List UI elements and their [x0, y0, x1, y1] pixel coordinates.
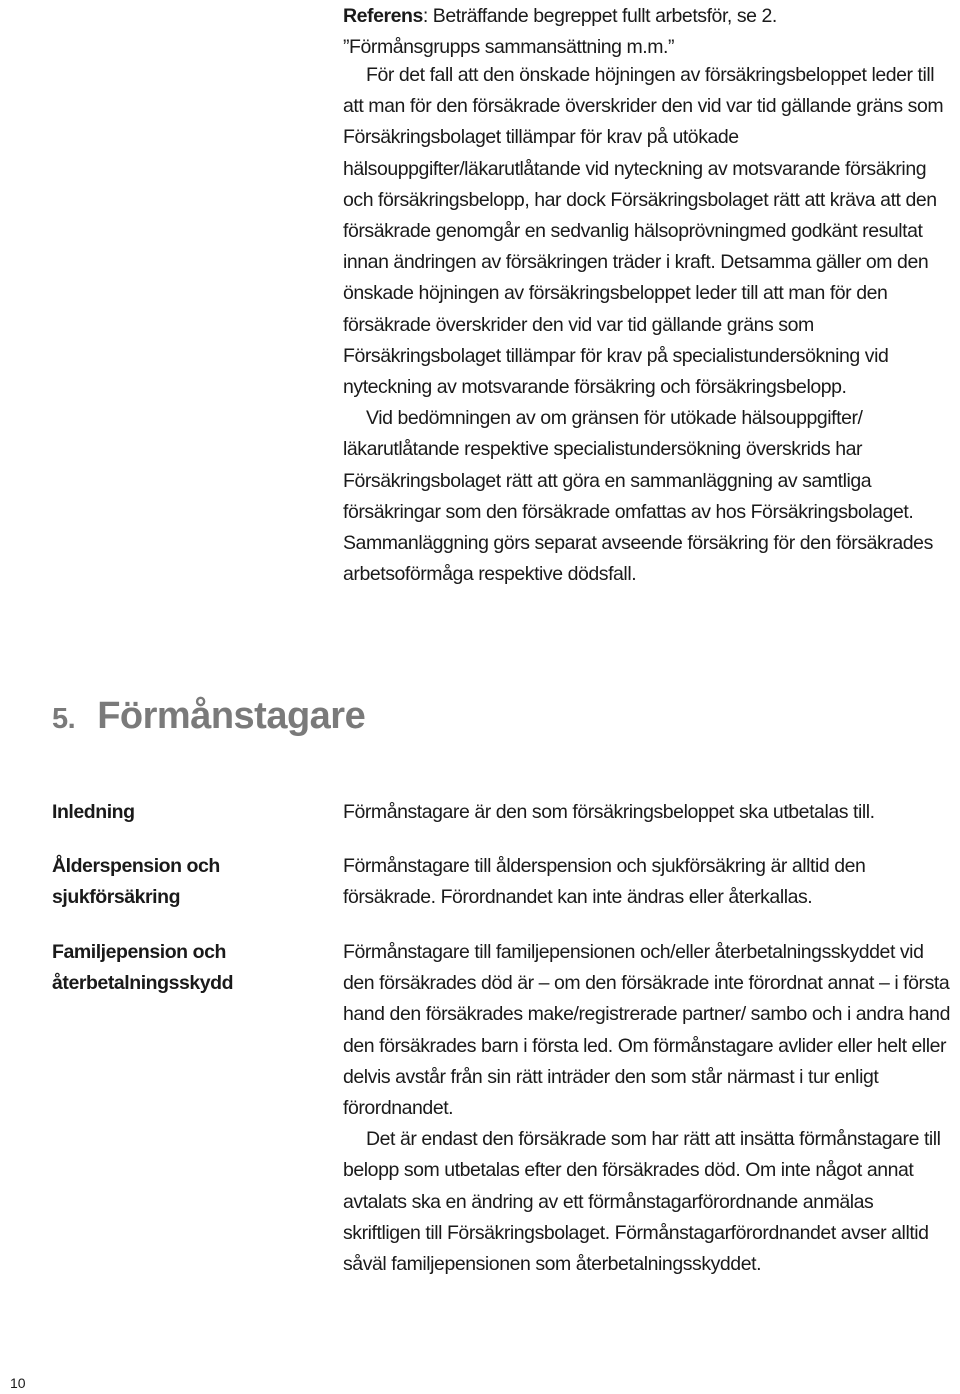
paragraph: Förmånstagare är den som försäkringsbeloppet ska utbetalas till.: [343, 801, 875, 823]
top-section: [343, 60, 955, 590]
reference-text: : Beträffande begreppet fullt arbetsför, se 2.: [422, 5, 777, 27]
page-number: 10: [10, 1375, 26, 1391]
paragraph: Förmånstagare till ålderspension och sjukförsäkring är alltid den försäkrade. Förordnandet kan inte ändras eller återkallas.: [343, 855, 866, 909]
paragraph: Det är endast den försäkrade som har rätt att insätta förmånstagare till belopp som utbetalas efter den försäkrades död. Om inte något annat avtalats ska en ändring av ett förmånstagarförordnande anmälas skriftligen till Försäkringsbolaget. Förmånstagarförordnandet avser alltid såväl familjepensionen som återbetalningsskyddet.: [343, 1128, 941, 1276]
subsection-label-alderspension: Ålderspension och sjukförsäkring: [52, 855, 220, 908]
subsection-label-familjepension: Familjepension och återbetalningsskydd: [52, 941, 234, 994]
paragraph: För det fall att den önskade höjningen av försäkringsbeloppet leder till att man för den försäkrade överskrider den vid var tid gällande gräns som Försäkringsbolaget tillämpar för krav på utökade hälsouppgifter/läkarutlåtande vid nyteckning av motsvarande försäkring och försäkringsbelopp, har dock Försäkringsbolaget rätt att kräva att den försäkrade genomgår en sedvanlig hälsoprövningmed godkänt resultat innan ändringen av försäkringen träder i kraft. Detsamma gäller om den önskade höjningen av försäkringsbeloppet leder till att man för den försäkrade överskrider den vid var tid gällande gräns som Försäkringsbolaget tillämpar för krav på specialistundersökning vid nyteckning av motsvarande försäkring och försäkringsbelopp.: [343, 64, 944, 399]
paragraph: Vid bedömningen av om gränsen för utökade hälsouppgifter/ läkarutlåtande respektive specialistundersökning överskrids har Försäkringsbolaget rätt att göra en sammanläggning av samtliga försäkringar som den försäkrade omfattas av hos Försäkringsbolaget. Sammanläggning görs separat avseende försäkring för den försäkrades arbetsoförmåga respektive dödsfall.: [343, 407, 933, 586]
paragraph: Förmånstagare till familjepensionen och/eller återbetalningsskyddet vid den försäkrades död är – om den försäkrade inte förordnat annat – i första hand den försäkrades make/registrerade partner/ sambo och i andra hand den försäkrades barn i första led. Om förmånstagare avlider eller helt eller delvis avstår från sin rätt inträder den som står närmast i tur enligt förordnandet.: [343, 941, 950, 1120]
subsection-body-alderspension: [343, 851, 955, 913]
section-heading: [52, 693, 365, 742]
subsection-body-inledning: [343, 797, 955, 828]
subsection-body-familjepension: [343, 937, 955, 1280]
section-number: 5.: [52, 703, 76, 735]
reference-line-2: ”Förmånsgrupps sammansättning m.m.”: [343, 36, 675, 59]
reference-block: [343, 1, 955, 63]
reference-line-1: [343, 1, 955, 32]
reference-label: Referens: [343, 5, 423, 27]
section-title: Förmånstagare: [97, 695, 366, 737]
subsection-label-inledning: Inledning: [52, 801, 135, 823]
